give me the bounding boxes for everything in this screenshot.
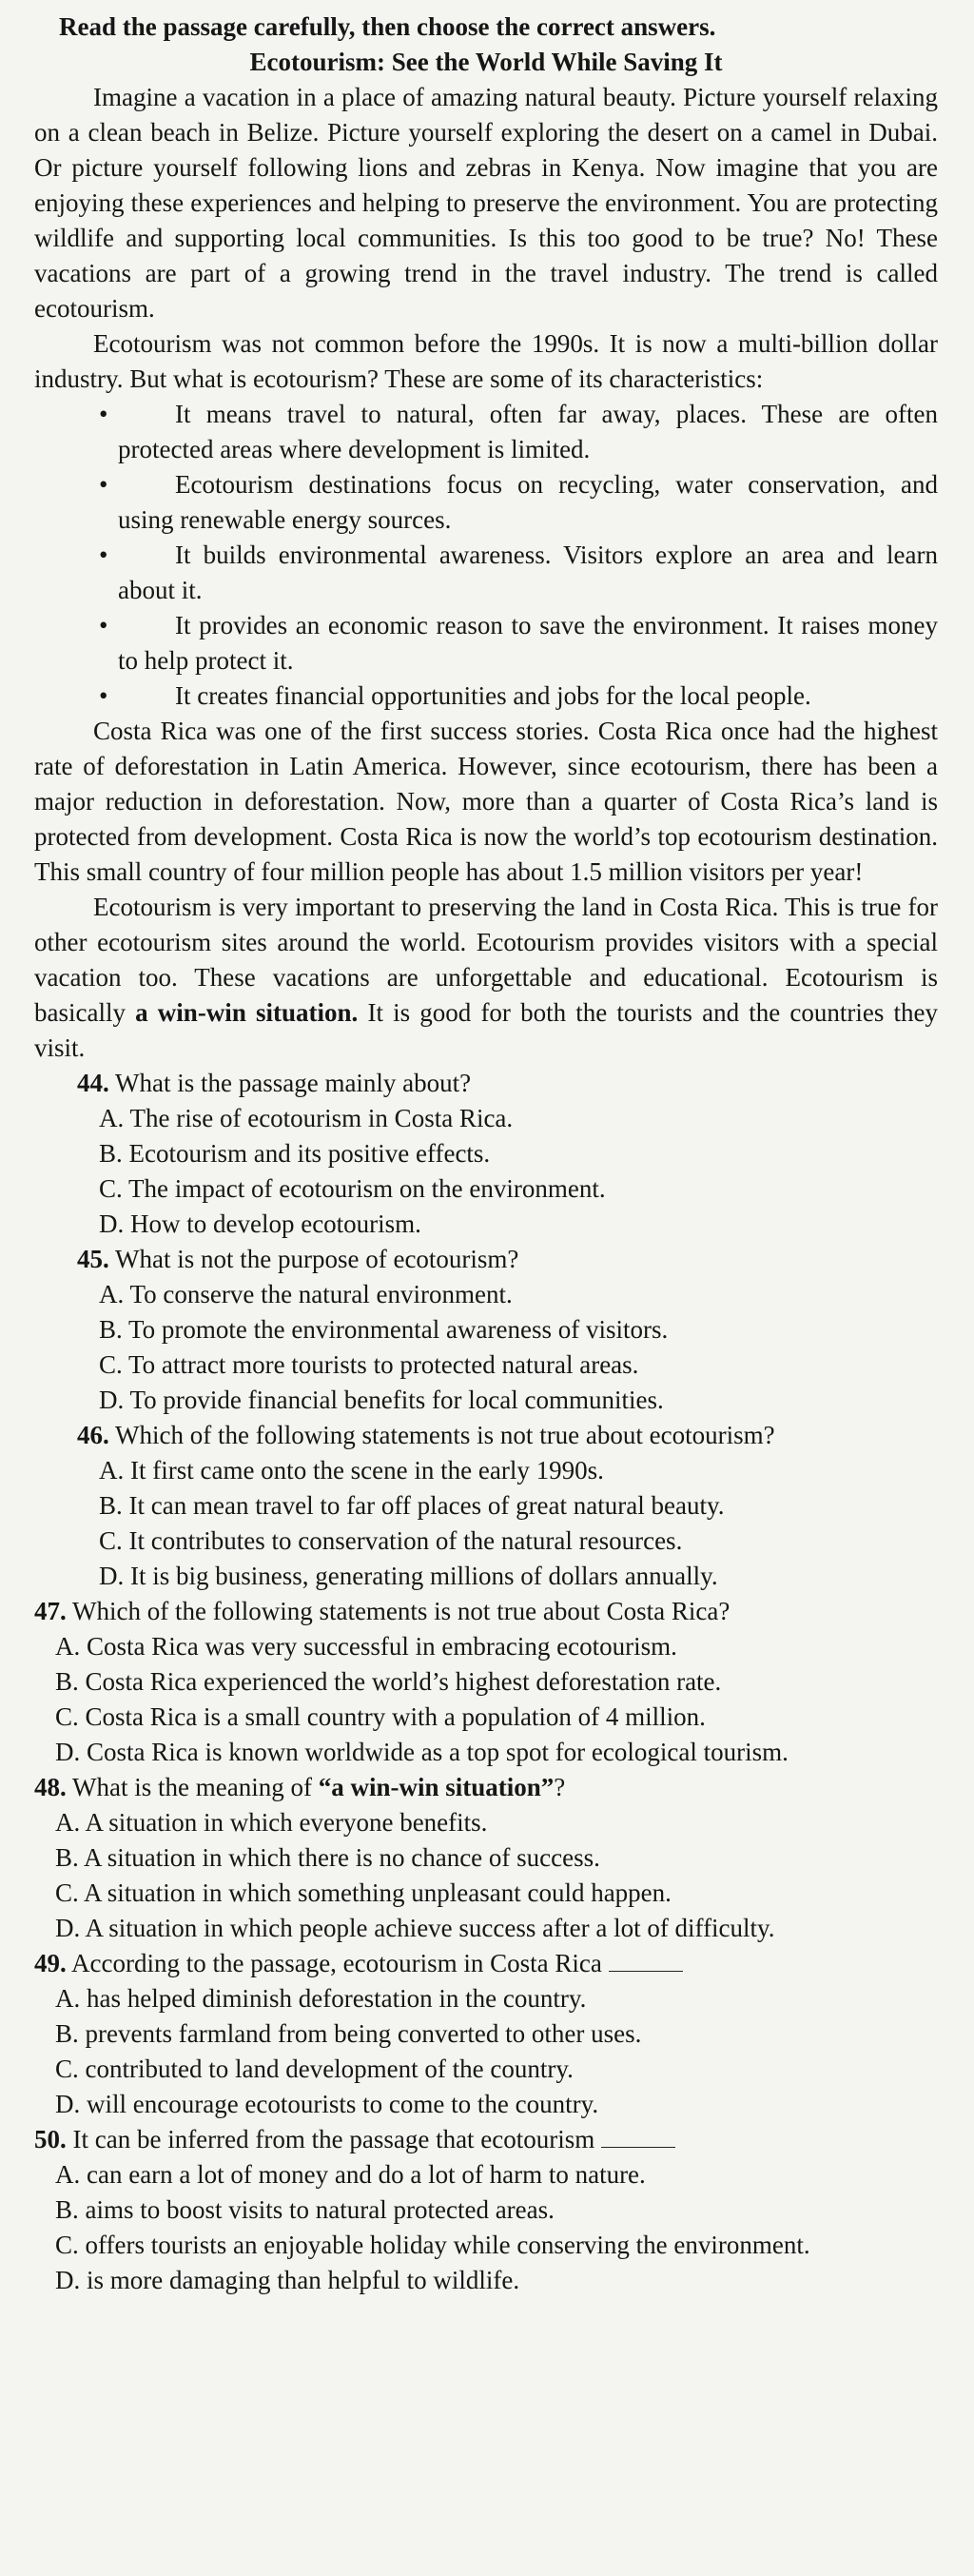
question-text: It can be inferred from the passage that ecotourism: [72, 2125, 595, 2153]
answer-option-b[interactable]: B. prevents farmland from being converted to other uses.: [55, 2019, 642, 2048]
question-46: [34, 1418, 938, 1594]
answer-blank: [601, 2124, 675, 2148]
passage-paragraph-1: Imagine a vacation in a place of amazing natural beauty. Picture yourself relaxing on a clean beach in Belize. Picture yourself exploring the desert on a camel in Dubai. Or picture yourself following lions and zebras in Kenya. Now imagine that you are enjoying these experiences and helping to preserve the environment. You are protecting wildlife and supporting local communities. Is this too good to be true? No! These vacations are part of a growing trend in the travel industry. The trend is called ecotourism.: [34, 83, 938, 323]
answer-option-c[interactable]: C. Costa Rica is a small country with a population of 4 million.: [55, 1702, 706, 1731]
question-text-end: ?: [554, 1773, 566, 1801]
question-stem: [34, 1770, 938, 1805]
question-number: 49.: [34, 1949, 67, 1977]
list-item: [99, 678, 938, 714]
answer-option-d[interactable]: D. To provide financial benefits for local communities.: [99, 1386, 664, 1414]
question-44: [34, 1066, 938, 1242]
answer-option-b[interactable]: B. aims to boost visits to natural protected areas.: [55, 2195, 555, 2224]
instruction-text: Read the passage carefully, then choose the correct answers.: [59, 12, 716, 41]
question-number: 48.: [34, 1773, 67, 1801]
list-item: [99, 608, 938, 678]
question-number: 44.: [77, 1069, 109, 1097]
question-text: What is not the purpose of ecotourism?: [115, 1245, 519, 1273]
answer-option-b[interactable]: B. To promote the environmental awareness of visitors.: [99, 1315, 669, 1344]
question-number: 47.: [34, 1597, 67, 1625]
answer-option-a[interactable]: A. To conserve the natural environment.: [99, 1280, 513, 1308]
answer-option-c[interactable]: C. The impact of ecotourism on the environment.: [99, 1174, 606, 1203]
answer-option-c[interactable]: C. A situation in which something unpleasant could happen.: [55, 1878, 672, 1907]
question-text: Which of the following statements is not true about Costa Rica?: [72, 1597, 730, 1625]
list-item-text: It builds environmental awareness. Visitors explore an area and learn about it.: [118, 541, 938, 604]
question-45: [34, 1242, 938, 1418]
question-number: 46.: [77, 1421, 109, 1449]
question-text: What is the passage mainly about?: [115, 1069, 472, 1097]
passage-paragraph-4: [34, 890, 938, 1066]
answer-option-a[interactable]: A. The rise of ecotourism in Costa Rica.: [99, 1104, 514, 1132]
bullet-icon: •: [99, 611, 108, 639]
list-item: [99, 467, 938, 538]
question-47: [34, 1594, 938, 1770]
list-item: [99, 397, 938, 467]
question-stem: [77, 1066, 938, 1101]
answer-option-d[interactable]: D. How to develop ecotourism.: [99, 1209, 421, 1238]
list-item-text: It means travel to natural, often far away, places. These are often protected areas where development is limited.: [118, 400, 938, 463]
question-50: [34, 2122, 938, 2298]
question-stem: [34, 1594, 938, 1629]
question-number: 50.: [34, 2125, 67, 2153]
win-win-phrase: a win-win situation.: [135, 998, 359, 1027]
question-text: What is the meaning of: [72, 1773, 319, 1801]
answer-option-b[interactable]: B. Ecotourism and its positive effects.: [99, 1139, 491, 1168]
answer-option-c[interactable]: C. To attract more tourists to protected natural areas.: [99, 1350, 639, 1379]
bullet-icon: •: [99, 541, 108, 569]
question-stem: [34, 2122, 938, 2157]
question-48: [34, 1770, 938, 1946]
question-stem: [77, 1418, 938, 1453]
answer-option-d[interactable]: D. Costa Rica is known worldwide as a top spot for ecological tourism.: [55, 1738, 789, 1766]
answer-option-b[interactable]: B. Costa Rica experienced the world’s highest deforestation rate.: [55, 1667, 722, 1696]
paragraph-4-text-start: Ecotourism is very important to preserving the land in Costa Rica. This is true for other ecotourism sites around the world. Ecotourism provides visitors with a special vacation too. These vacations are unforgettable and educational. Ecotourism is basically: [34, 893, 938, 1027]
answer-option-c[interactable]: C. offers tourists an enjoyable holiday while conserving the environment.: [55, 2231, 810, 2259]
answer-option-a[interactable]: A. can earn a lot of money and do a lot of harm to nature.: [55, 2160, 646, 2189]
question-stem: [34, 1946, 938, 1981]
answer-option-d[interactable]: D. is more damaging than helpful to wildlife.: [55, 2266, 520, 2294]
answer-option-b[interactable]: B. It can mean travel to far off places of great natural beauty.: [99, 1491, 725, 1520]
answer-option-a[interactable]: A. has helped diminish deforestation in the country.: [55, 1984, 587, 2013]
paragraph-4-text-end: It is good for both the tourists and the countries they visit.: [34, 998, 939, 1062]
bullet-icon: •: [99, 470, 108, 499]
list-item-text: It creates financial opportunities and jobs for the local people.: [175, 681, 811, 710]
bullet-icon: •: [99, 400, 108, 428]
answer-option-a[interactable]: A. It first came onto the scene in the early 1990s.: [99, 1456, 604, 1485]
question-stem: [77, 1242, 938, 1277]
answer-option-d[interactable]: D. will encourage ecotourists to come to the country.: [55, 2090, 599, 2118]
quoted-phrase: “a win-win situation”: [318, 1773, 555, 1801]
question-number: 45.: [77, 1245, 109, 1273]
answer-option-c[interactable]: C. It contributes to conservation of the natural resources.: [99, 1526, 683, 1555]
passage-paragraph-2: Ecotourism was not common before the 1990s. It is now a multi-billion dollar industry. But what is ecotourism? These are some of its characteristics:: [34, 329, 938, 393]
answer-blank: [609, 1948, 683, 1972]
question-text: According to the passage, ecotourism in Costa Rica: [71, 1949, 602, 1977]
answer-option-b[interactable]: B. A situation in which there is no chance of success.: [55, 1843, 600, 1872]
list-item-text: It provides an economic reason to save the environment. It raises money to help protect it.: [118, 611, 938, 675]
characteristics-list: [34, 397, 938, 714]
answer-option-d[interactable]: D. A situation in which people achieve success after a lot of difficulty.: [55, 1914, 775, 1942]
answer-option-a[interactable]: A. A situation in which everyone benefits.: [55, 1808, 488, 1837]
passage-title: Ecotourism: See the World While Saving It: [249, 48, 723, 76]
answer-option-a[interactable]: A. Costa Rica was very successful in embracing ecotourism.: [55, 1632, 677, 1661]
question-49: [34, 1946, 938, 2122]
question-text: Which of the following statements is not true about ecotourism?: [115, 1421, 775, 1449]
answer-option-d[interactable]: D. It is big business, generating millions of dollars annually.: [99, 1562, 718, 1590]
passage-paragraph-3: Costa Rica was one of the first success stories. Costa Rica once had the highest rate of deforestation in Latin America. However, since ecotourism, there has been a major reduction in deforestation. Now, more than a quarter of Costa Rica’s land is protected from development. Costa Rica is now the world’s top ecotourism destination. This small country of four million people has about 1.5 million visitors per year!: [34, 717, 938, 886]
list-item: [99, 538, 938, 608]
bullet-icon: •: [99, 681, 108, 710]
list-item-text: Ecotourism destinations focus on recycling, water conservation, and using renewable energy sources.: [118, 470, 938, 534]
answer-option-c[interactable]: C. contributed to land development of the country.: [55, 2055, 574, 2083]
